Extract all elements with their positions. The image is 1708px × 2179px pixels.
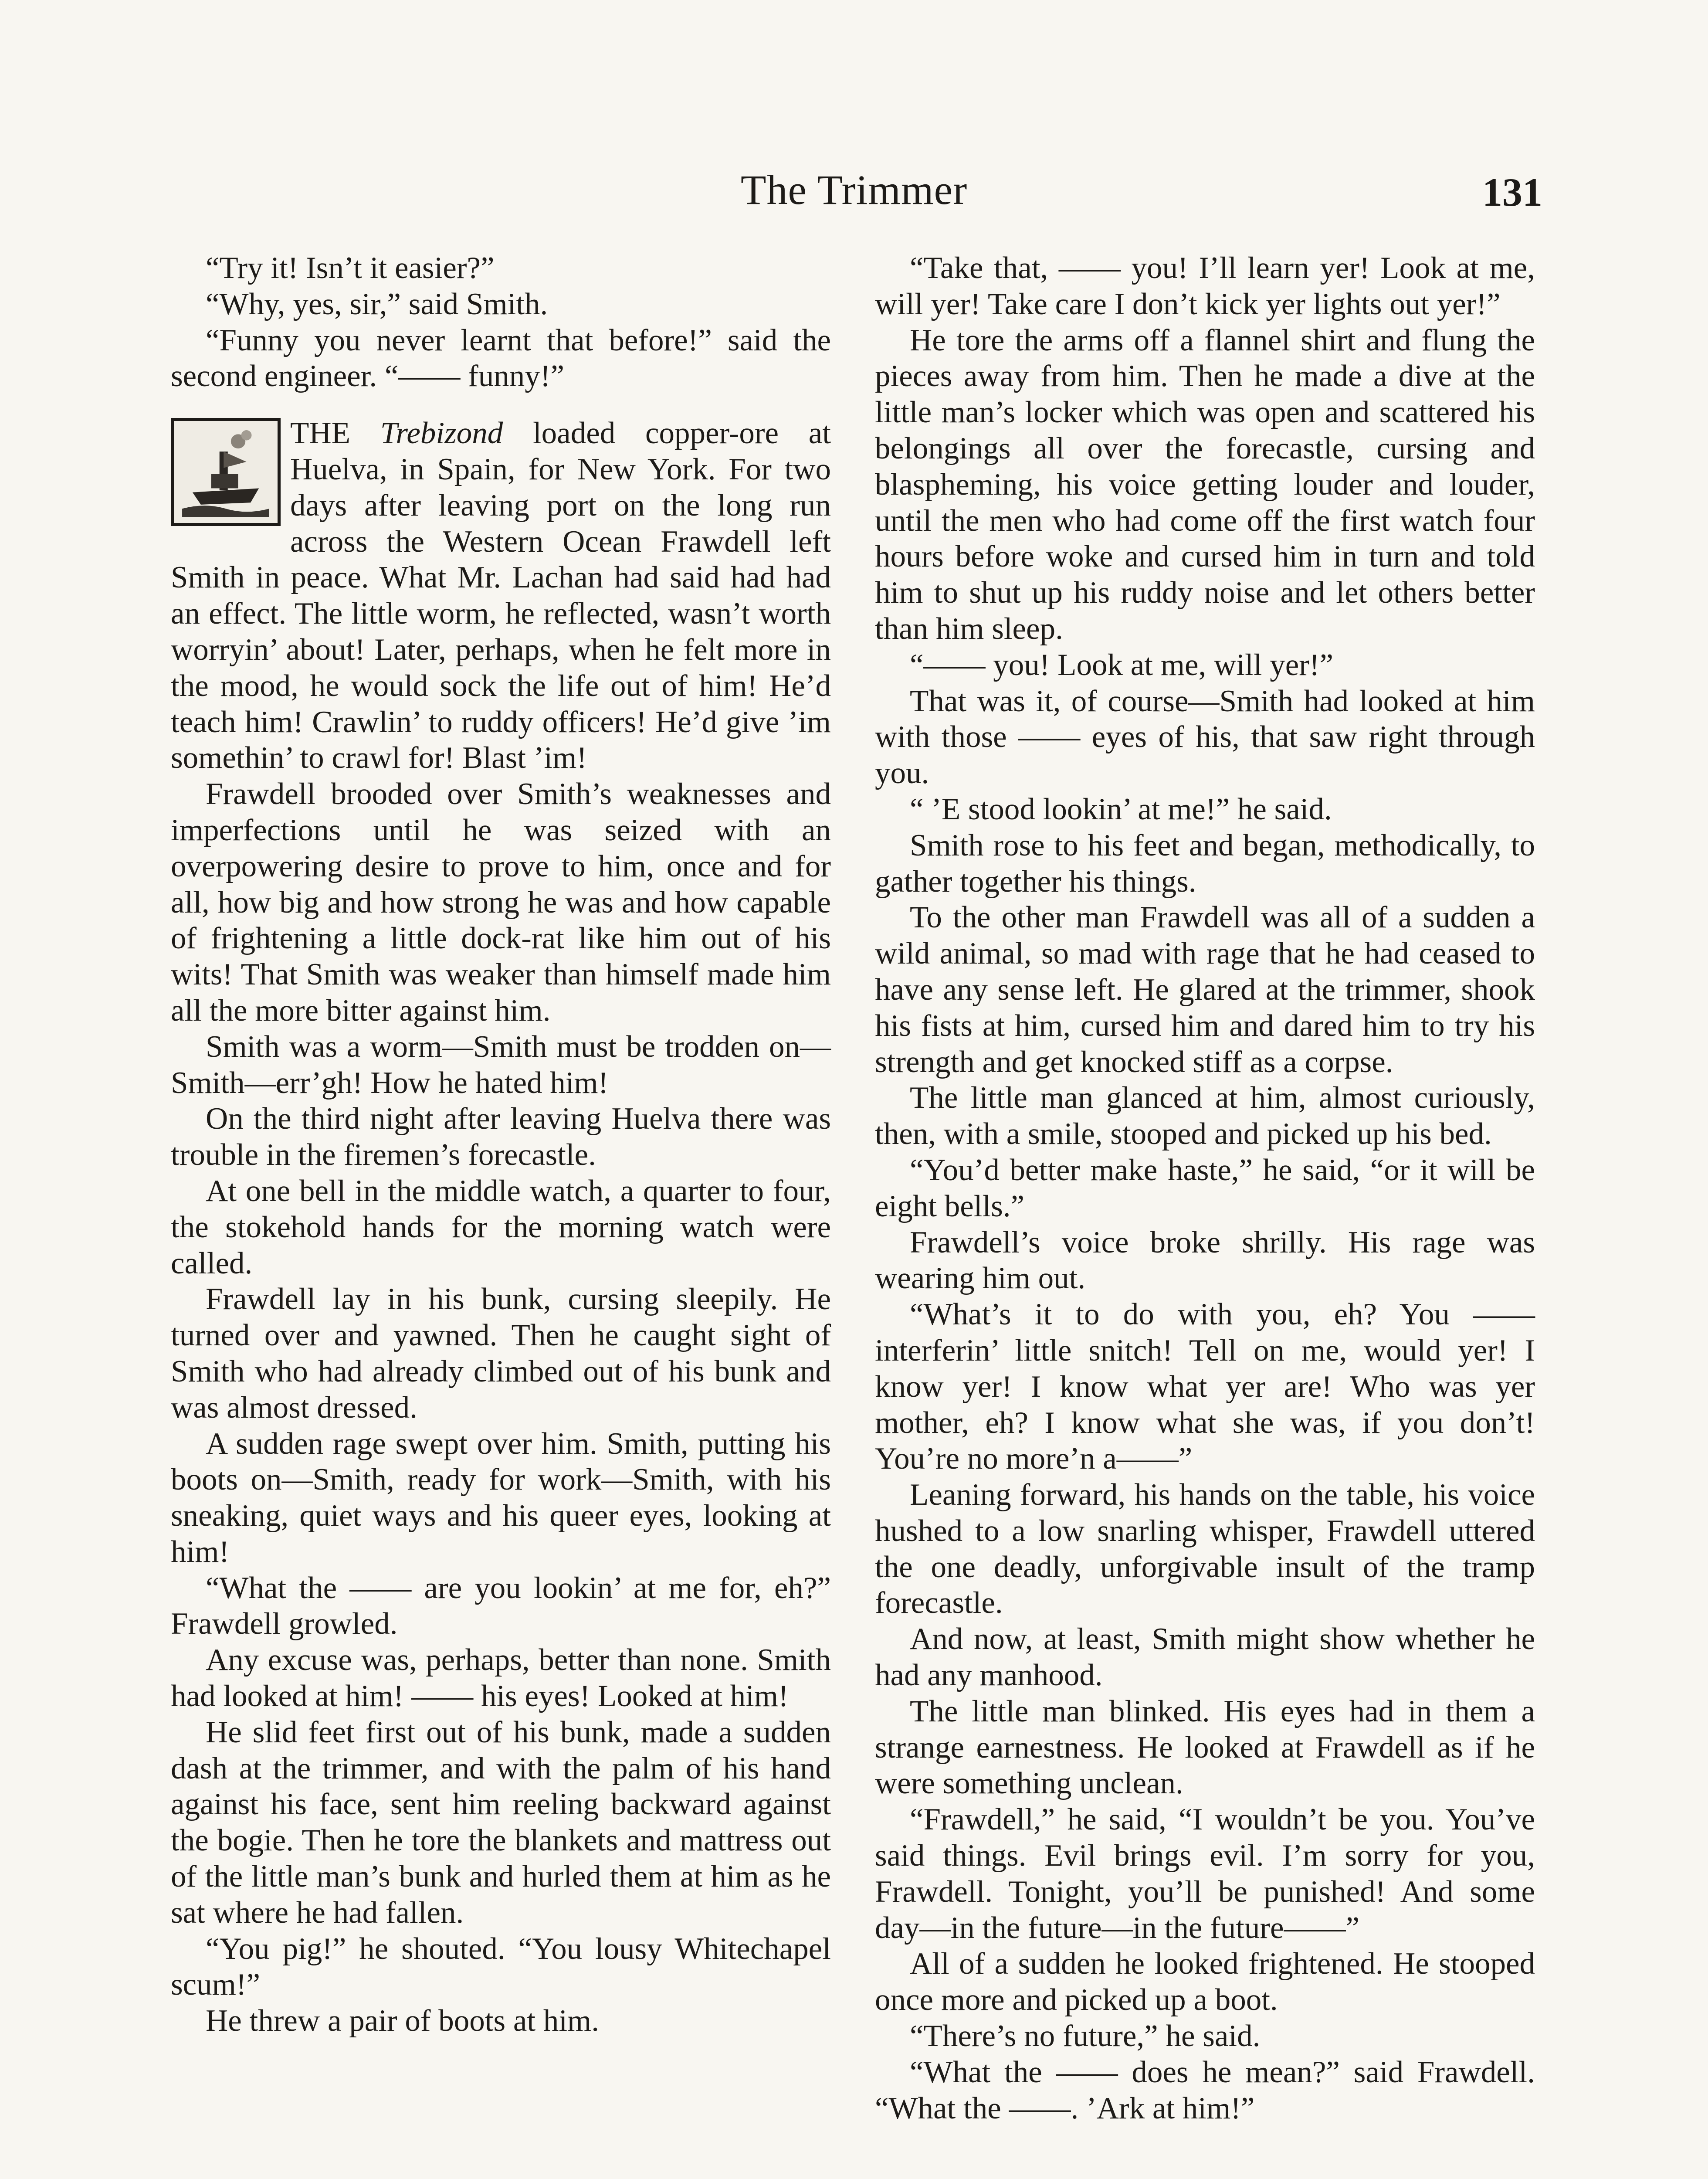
- paragraph: “—— you! Look at me, will yer!”: [910, 648, 1334, 682]
- paragraph: “What’s it to do with you, eh? You —— interferin’ little snitch! Tell on me, would yer! I know yer! I know what yer are! Who was yer mother, eh? I know what she was, if you don’t! You’re no more’n a——”: [875, 1297, 1535, 1476]
- paragraph: Frawdell lay in his bunk, cursing sleepily. He turned over and yawned. Then he caught sight of Smith who had already climbed out of his bunk and was almost dressed.: [171, 1282, 831, 1425]
- paragraph: Smith was a worm—Smith must be trodden on—Smith—err’gh! How he hated him!: [171, 1029, 831, 1100]
- paragraph: A sudden rage swept over him. Smith, putting his boots on—Smith, ready for work—Smith, with his sneaking, quiet ways and his queer eyes, looking at him!: [171, 1426, 831, 1569]
- paragraph: “Try it! Isn’t it easier?”: [206, 251, 495, 285]
- paragraph: “You’d better make haste,” he said, “or it will be eight bells.”: [875, 1153, 1535, 1223]
- paragraph: To the other man Frawdell was all of a sudden a wild animal, so mad with rage that he had ceased to have any sense left. He glared at the trimmer, shook his fists at him, cursed him and dared him to try his strength and get knocked stiff as a corpse.: [875, 900, 1535, 1079]
- paragraph: Smith rose to his feet and began, methodically, to gather together his things.: [875, 828, 1535, 899]
- page-number: 131: [1482, 170, 1542, 214]
- paragraph: “Frawdell,” he said, “I wouldn’t be you. You’ve said things. Evil brings evil. I’m sorry for you, Frawdell. Tonight, you’ll be punished! And some day—in the future—in the future——”: [875, 1802, 1535, 1945]
- paragraph: And now, at least, Smith might show whether he had any manhood.: [875, 1622, 1535, 1693]
- paragraph: “There’s no future,” he said.: [910, 2019, 1261, 2053]
- paragraph: “Funny you never learnt that before!” said the second engineer. “—— funny!”: [171, 323, 831, 394]
- paragraph: That was it, of course—Smith had looked at him with those —— eyes of his, that saw right through you.: [875, 684, 1535, 791]
- paragraph: Leaning forward, his hands on the table, his voice hushed to a low snarling whisper, Frawdell uttered the one deadly, unforgivable insult of the tramp forecastle.: [875, 1478, 1535, 1620]
- paragraph: All of a sudden he looked frightened. He stooped once more and picked up a boot.: [875, 1947, 1535, 2017]
- paragraph: “Why, yes, sir,” said Smith.: [206, 287, 548, 321]
- section-initial: THE: [290, 416, 351, 451]
- section-opening-paragraph: [171, 415, 831, 776]
- paragraph: “Take that, —— you! I’ll learn yer! Look at me, will yer! Take care I don’t kick yer lights out yer!”: [875, 251, 1535, 321]
- paragraph: At one bell in the middle watch, a quarter to four, the stokehold hands for the morning watch were called.: [171, 1174, 831, 1280]
- paragraph: He tore the arms off a flannel shirt and flung the pieces away from him. Then he made a dive at the little man’s locker which was open and scattered his belongings all over the forecastle, cursing and blaspheming, his voice getting louder and louder, until the men who had come off the first watch four hours before woke and cursed him in turn and told him to shut up his ruddy noise and let others better than him sleep.: [875, 323, 1535, 646]
- paragraph: “ ’E stood lookin’ at me!” he said.: [910, 792, 1332, 826]
- paragraph: “You pig!” he shouted. “You lousy Whitechapel scum!”: [171, 1931, 831, 2002]
- paragraph-text: loaded copper-ore at Huelva, in Spain, for New York. For two days after leaving port on the long run across the Western Ocean Frawdell left Smith in peace. What Mr. Lachan had said had had an effect. The little worm, he reflected, wasn’t worth worryin’ about! Later, perhaps, when he felt more in the mood, he would sock the life out of him! He’d teach him! Crawlin’ to ruddy officers! He’d give ’im somethin’ to crawl for! Blast ’im!: [171, 416, 831, 775]
- text-column-right: [875, 250, 1535, 2126]
- text-column-left: [171, 250, 831, 2039]
- paragraph: “What the —— are you lookin’ at me for, eh?” Frawdell growled.: [171, 1571, 831, 1641]
- paragraph: He slid feet first out of his bunk, made a sudden dash at the trimmer, and with the palm of his hand against his face, sent him reeling backward against the bogie. Then he tore the blankets and mattress out of the little man’s bunk and hurled them at him as he sat where he had fallen.: [171, 1715, 831, 1930]
- running-head-title: The Trimmer: [740, 166, 968, 213]
- paragraph: Any excuse was, perhaps, better than none. Smith had looked at him! —— his eyes! Looked at him!: [171, 1643, 831, 1714]
- ship-vignette-illustration: [171, 418, 281, 526]
- paragraph: He threw a pair of boots at him.: [206, 2004, 600, 2038]
- paragraph: Frawdell brooded over Smith’s weaknesses and imperfections until he was seized with an overpowering desire to prove to him, once and for all, how big and how strong he was and how capable of frightening a little dock-rat like him out of his wits! That Smith was weaker than himself made him all the more bitter against him.: [171, 777, 831, 1028]
- paragraph: The little man glanced at him, almost curiously, then, with a smile, stooped and picked up his bed.: [875, 1081, 1535, 1151]
- ship-name: Trebizond: [380, 416, 503, 451]
- paragraph: The little man blinked. His eyes had in them a strange earnestness. He looked at Frawdell as if he were something unclean.: [875, 1694, 1535, 1801]
- paragraph: “What the —— does he mean?” said Frawdell. “What the ——. ’Ark at him!”: [875, 2055, 1535, 2125]
- paragraph: On the third night after leaving Huelva there was trouble in the firemen’s forecastle.: [171, 1102, 831, 1172]
- paragraph: Frawdell’s voice broke shrilly. His rage was wearing him out.: [875, 1225, 1535, 1296]
